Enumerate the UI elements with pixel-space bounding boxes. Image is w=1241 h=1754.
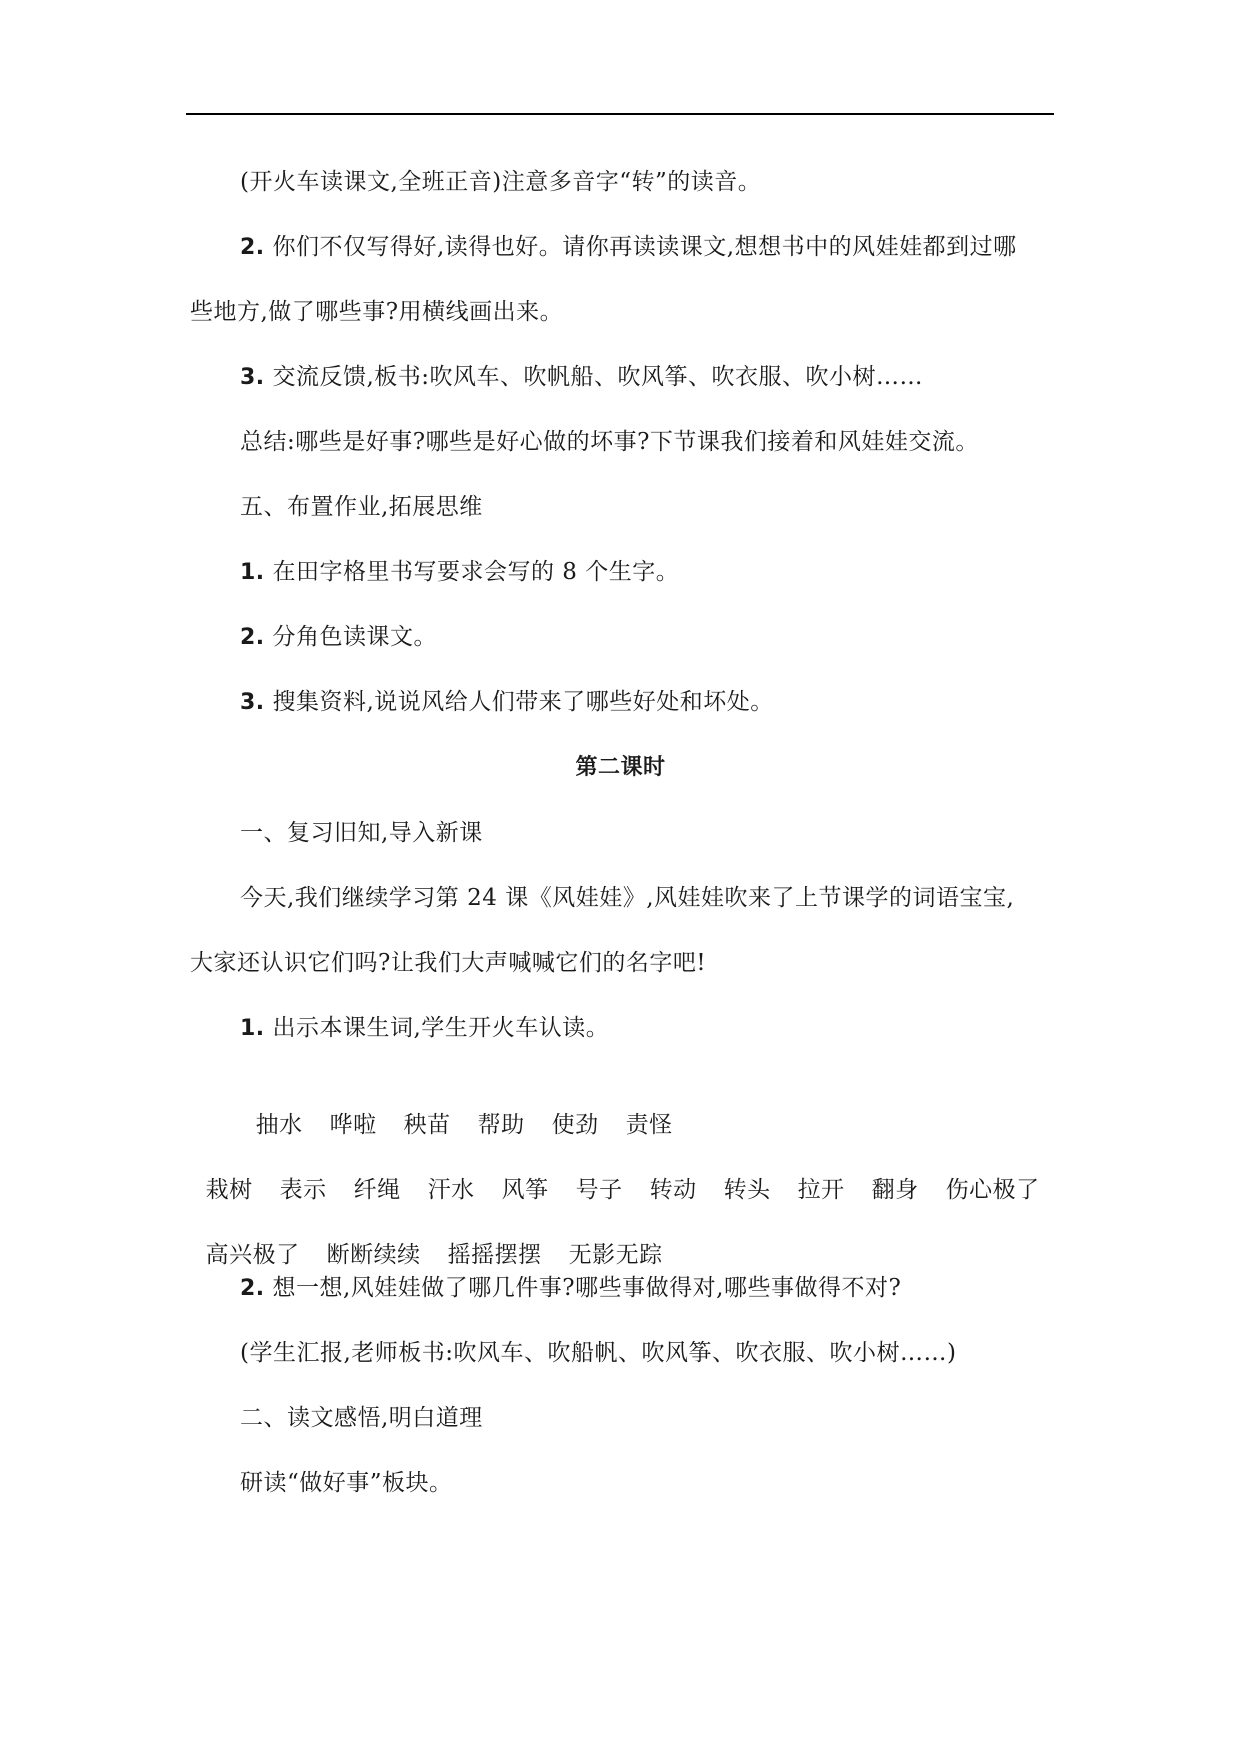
vocab-word: 转头 [723, 1177, 771, 1203]
section-heading: 二、读文感悟,明白道理 [240, 1405, 483, 1431]
vocab-word: 抽水 [255, 1112, 303, 1138]
vocab-word: 翻身 [871, 1177, 919, 1203]
vocab-word: 纤绳 [353, 1177, 401, 1203]
vocab-word: 表示 [279, 1177, 327, 1203]
paragraph: 总结:哪些是好事?哪些是好心做的坏事?下节课我们接着和风娃娃交流。 [240, 429, 979, 455]
vocab-word: 帮助 [477, 1112, 525, 1138]
vocab-word: 无影无踪 [568, 1242, 663, 1268]
lesson-title: 第二课时 [575, 755, 666, 780]
paragraph: 今天,我们继续学习第 24 课《风娃娃》,风娃娃吹来了上节课学的词语宝宝, [240, 885, 1015, 911]
vocab-word: 风筝 [501, 1177, 549, 1203]
list-item: 2. 分角色读课文。 [240, 624, 437, 650]
vocab-word: 汗水 [427, 1177, 475, 1203]
section-heading: 五、布置作业,拓展思维 [240, 494, 483, 520]
vocab-word: 号子 [575, 1177, 623, 1203]
vocabulary-row-2 [190, 1142, 1067, 1206]
section-heading: 一、复习旧知,导入新课 [240, 820, 483, 846]
vocabulary-row-3 [190, 1207, 690, 1271]
vocab-word: 高兴极了 [205, 1242, 300, 1268]
header-rule [186, 113, 1054, 115]
list-item: 2. 想一想,风娃娃做了哪几件事?哪些事做得对,哪些事做得不对? [240, 1275, 902, 1301]
vocab-word: 伤心极了 [945, 1177, 1040, 1203]
vocab-word: 哗啦 [329, 1112, 377, 1138]
vocab-word: 栽树 [205, 1177, 253, 1203]
paragraph: 研读“做好事”板块。 [240, 1470, 453, 1496]
list-item: 3. 交流反馈,板书:吹风车、吹帆船、吹风筝、吹衣服、吹小树…… [240, 364, 924, 390]
paragraph: 大家还认识它们吗?让我们大声喊喊它们的名字吧! [190, 950, 707, 976]
paragraph: (学生汇报,老师板书:吹风车、吹船帆、吹风筝、吹衣服、吹小树……) [240, 1340, 957, 1366]
vocab-word: 断断续续 [326, 1242, 421, 1268]
list-item: 3. 搜集资料,说说风给人们带来了哪些好处和坏处。 [240, 689, 774, 715]
paragraph: 些地方,做了哪些事?用横线画出来。 [190, 299, 564, 325]
list-item: 1. 出示本课生词,学生开火车认读。 [240, 1015, 610, 1041]
vocabulary-row-1 [240, 1077, 700, 1141]
vocab-word: 秧苗 [403, 1112, 451, 1138]
list-item: 1. 在田字格里书写要求会写的 8 个生字。 [240, 559, 680, 585]
vocab-word: 拉开 [797, 1177, 845, 1203]
paragraph: (开火车读课文,全班正音)注意多音字“转”的读音。 [240, 169, 762, 195]
vocab-word: 转动 [649, 1177, 697, 1203]
vocab-word: 摇摇摆摆 [447, 1242, 542, 1268]
vocab-word: 使劲 [551, 1112, 599, 1138]
list-item: 2. 你们不仅写得好,读得也好。请你再读读课文,想想书中的风娃娃都到过哪 [240, 234, 1017, 260]
vocab-word: 责怪 [625, 1112, 673, 1138]
